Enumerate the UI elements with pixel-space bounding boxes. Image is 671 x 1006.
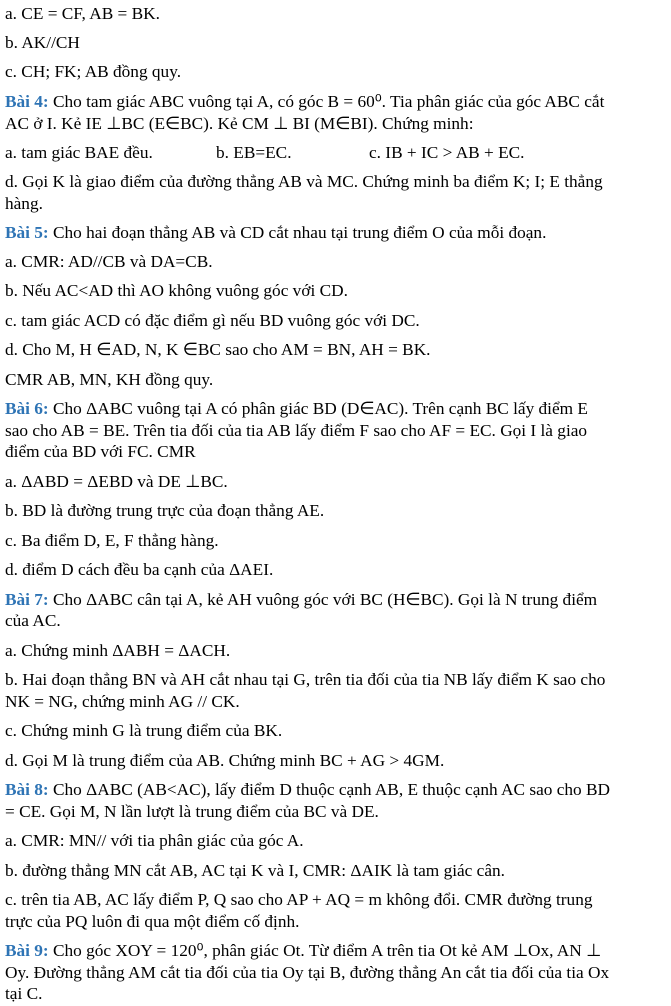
line-text: a. CMR: AD//CB và DA=CB. — [5, 252, 213, 271]
line-text: Cho ΔABC (AB<AC), lấy điểm D thuộc cạnh AB, E thuộc cạnh AC sao cho BD — [48, 780, 611, 799]
exercise-heading-line — [5, 940, 601, 962]
line-text: c. tam giác ACD có đặc điểm gì nếu BD vuông góc với DC. — [5, 311, 420, 330]
line-text: a. Chứng minh ΔABH = ΔACH. — [5, 641, 231, 660]
line-text: a. CE = CF, AB = BK. — [5, 4, 160, 23]
line-text: NK = NG, chứng minh AG // CK. — [5, 692, 240, 711]
line-text: d. Cho M, H ∈AD, N, K ∈BC sao cho AM = BN, AH = BK. — [5, 340, 431, 359]
line-text: a. ΔABD = ΔEBD và DE ⊥BC. — [5, 472, 228, 491]
exercise-label: Bài 9: — [5, 941, 49, 960]
exercise-heading-line — [5, 398, 588, 420]
line-text: c. Ba điểm D, E, F thẳng hàng. — [5, 531, 219, 550]
exercise-heading-line — [5, 589, 597, 611]
text-line — [5, 983, 42, 1005]
text-line — [5, 369, 213, 391]
line-text: b. AK//CH — [5, 33, 80, 52]
text-line — [5, 669, 605, 691]
line-text: của AC. — [5, 611, 61, 630]
text-line — [5, 500, 324, 522]
exercise-heading-line — [5, 222, 546, 244]
bai4-item-c: c. IB + IC > AB + EC. — [369, 143, 525, 162]
text-line — [5, 441, 196, 463]
text-line — [5, 610, 61, 632]
line-text: sao cho AB = BE. Trên tia đối của tia AB lấy điểm F sao cho AF = EC. Gọi I là giao — [5, 421, 588, 440]
text-line — [5, 339, 431, 361]
text-line — [5, 559, 273, 581]
exercise-label: Bài 4: — [5, 92, 49, 111]
line-text: AC ở I. Kẻ IE ⊥BC (E∈BC). Kẻ CM ⊥ BI (M∈BI). Chứng minh: — [5, 114, 474, 133]
line-text: trực của PQ luôn đi qua một điểm cố định. — [5, 912, 300, 931]
line-text: d. Gọi K là giao điểm của đường thẳng AB và MC. Chứng minh ba điểm K; I; E thẳng — [5, 172, 603, 191]
line-text: CMR AB, MN, KH đồng quy. — [5, 370, 214, 389]
line-text: Cho hai đoạn thẳng AB và CD cắt nhau tại trung điểm O của mỗi đoạn. — [48, 223, 547, 242]
line-text: Cho ΔABC cân tại A, kẻ AH vuông góc với BC (H∈BC). Gọi là N trung điểm — [48, 590, 598, 609]
exercise-label: Bài 6: — [5, 399, 49, 418]
line-text: tại C. — [5, 984, 43, 1003]
line-text: c. CH; FK; AB đồng quy. — [5, 62, 182, 81]
text-line — [5, 193, 43, 215]
text-line — [5, 830, 304, 852]
line-text: Cho tam giác ABC vuông tại A, có góc B = 60⁰. Tia phân giác của góc ABC cắt — [48, 92, 605, 111]
line-text: hàng. — [5, 194, 43, 213]
line-text: Cho góc XOY = 120⁰, phân giác Ot. Từ điểm A trên tia Ot kẻ AM ⊥Ox, AN ⊥ — [48, 941, 602, 960]
text-line — [5, 310, 420, 332]
line-text: d. Gọi M là trung điểm của AB. Chứng minh BC + AG > 4GM. — [5, 751, 445, 770]
text-line — [5, 911, 299, 933]
text-line — [5, 471, 228, 493]
text-line — [5, 691, 240, 713]
text-line — [5, 750, 444, 772]
line-text: Oy. Đường thẳng AM cắt tia đối của tia Oy tại B, đường thẳng An cắt tia đối của tia Ox — [5, 963, 610, 982]
exercise-label: Bài 8: — [5, 780, 49, 799]
exercise-heading-line — [5, 779, 610, 801]
line-text: b. Nếu AC<AD thì AO không vuông góc với CD. — [5, 281, 348, 300]
line-text: b. đường thẳng MN cắt AB, AC tại K và I, CMR: ΔAIK là tam giác cân. — [5, 861, 505, 880]
text-line — [5, 251, 213, 273]
text-line — [5, 720, 282, 742]
text-line — [5, 889, 592, 911]
text-line — [5, 530, 219, 552]
line-text: c. trên tia AB, AC lấy điểm P, Q sao cho AP + AQ = m không đổi. CMR đường trung — [5, 890, 593, 909]
line-text: c. Chứng minh G là trung điểm của BK. — [5, 721, 283, 740]
text-line — [5, 801, 379, 823]
exercise-heading-line — [5, 91, 604, 113]
line-text: b. Hai đoạn thẳng BN và AH cắt nhau tại G, trên tia đối của tia NB lấy điểm K sao cho — [5, 670, 606, 689]
bai4-item-a: a. tam giác BAE đều. — [5, 143, 153, 162]
exercise-label: Bài 5: — [5, 223, 49, 242]
text-line — [5, 32, 80, 54]
line-text: = CE. Gọi M, N lần lượt là trung điểm của BC và DE. — [5, 802, 379, 821]
text-line — [5, 3, 160, 25]
line-text: b. BD là đường trung trực của đoạn thẳng AE. — [5, 501, 325, 520]
text-line — [5, 962, 609, 984]
text-line — [5, 61, 181, 83]
text-line — [5, 280, 348, 302]
line-text: d. điểm D cách đều ba cạnh của ΔAEI. — [5, 560, 274, 579]
text-line — [5, 860, 505, 882]
bai4-item-b: b. EB=EC. — [216, 143, 292, 162]
text-line — [5, 420, 587, 442]
text-line — [5, 640, 230, 662]
line-text: điểm của BD với FC. CMR — [5, 442, 196, 461]
line-text: a. CMR: MN// với tia phân giác của góc A. — [5, 831, 304, 850]
line-text: Cho ΔABC vuông tại A có phân giác BD (D∈AC). Trên cạnh BC lấy điểm E — [48, 399, 588, 418]
text-line — [5, 113, 474, 135]
text-line — [5, 171, 603, 193]
exercise-label: Bài 7: — [5, 590, 49, 609]
